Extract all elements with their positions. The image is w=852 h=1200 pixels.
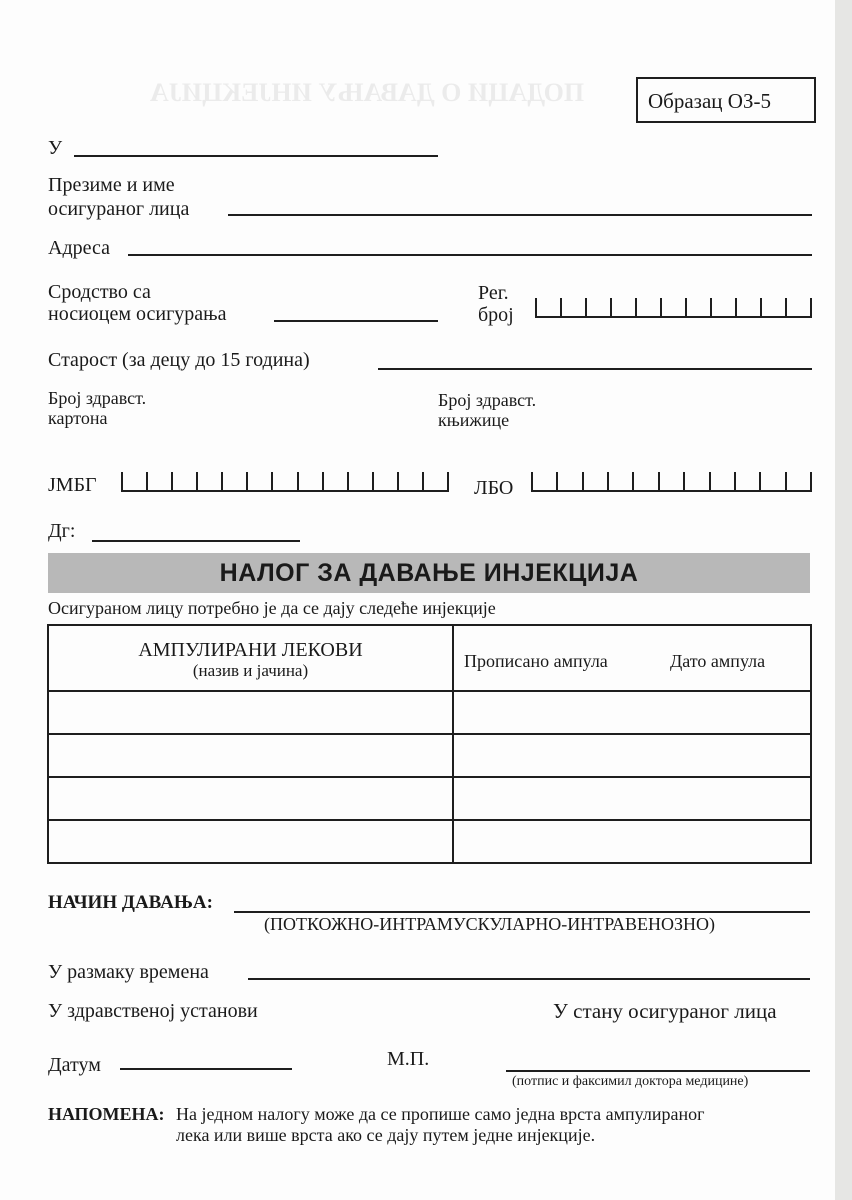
section-title: НАЛОГ ЗА ДАВАЊЕ ИНЈЕКЦИЈА [219, 559, 639, 587]
digit-box-divider [710, 298, 712, 316]
digit-box-divider [246, 472, 248, 490]
digit-box-divider [556, 472, 558, 490]
digit-box-divider [560, 298, 562, 316]
health-book-label-line1: Број здравст. [438, 390, 537, 410]
digit-box-divider [785, 472, 787, 490]
method-label: НАЧИН ДАВАЊА: [48, 892, 213, 913]
signature-caption: (потпис и факсимил доктора медицине) [512, 1074, 749, 1089]
digit-box-divider [171, 472, 173, 490]
medicines-header: АМПУЛИРАНИ ЛЕКОВИ [138, 638, 363, 661]
digit-box-divider [582, 472, 584, 490]
digit-box-divider [709, 472, 711, 490]
digit-box-divider [610, 298, 612, 316]
ampoule-cell[interactable] [453, 777, 811, 820]
digit-box-divider [685, 298, 687, 316]
relation-label-line1: Сродство са [48, 281, 151, 303]
digit-box-divider [322, 472, 324, 490]
address-label: Адреса [48, 237, 110, 259]
name-label-line2: осигураног лица [48, 198, 190, 220]
name-label-line1: Презиме и име [48, 174, 175, 196]
given-ampoules-header: Дато ампула [670, 651, 766, 671]
ampoules-header-cell [453, 625, 811, 691]
digit-box-divider [735, 298, 737, 316]
digit-box-divider [658, 472, 660, 490]
digit-box-divider [635, 298, 637, 316]
relation-label-line2: носиоцем осигурања [48, 303, 227, 325]
medicines-subheader: (назив и јачина) [192, 660, 309, 680]
digit-box-divider [734, 472, 736, 490]
medicine-cell[interactable] [48, 691, 453, 734]
reg-no-label-line1: Рег. [478, 282, 509, 304]
digit-box-divider [422, 472, 424, 490]
digit-box-divider [297, 472, 299, 490]
medicine-cell[interactable] [48, 820, 453, 863]
date-label: Датум [48, 1054, 101, 1076]
name-field[interactable] [228, 214, 812, 216]
method-field[interactable] [234, 911, 810, 913]
digit-box-divider [196, 472, 198, 490]
reg-no-label-line2: број [478, 304, 514, 326]
ampoule-cell[interactable] [453, 734, 811, 777]
digit-box-divider [810, 298, 812, 316]
method-options: (ПОТКОЖНО-ИНТРАМУСКУЛАРНО-ИНТРАВЕНОЗНО) [264, 914, 715, 934]
digit-box-divider [810, 472, 812, 490]
section-intro: Осигураном лицу потребно је да се дају следеће инјекције [48, 598, 496, 618]
to-label: У [48, 137, 63, 159]
address-field[interactable] [128, 254, 812, 256]
ampoule-cell[interactable] [453, 691, 811, 734]
paper-edge [835, 0, 852, 1200]
form-code-box [636, 77, 816, 123]
note-line1: На једном налогу може да се пропише само једна врста ампулираног [176, 1104, 705, 1124]
table-row [48, 691, 811, 734]
digit-box-divider [146, 472, 148, 490]
diagnosis-label: Дг: [48, 520, 76, 542]
medicines-header-cell [48, 625, 453, 691]
digit-box-divider [683, 472, 685, 490]
digit-box-divider [347, 472, 349, 490]
digit-box-divider [372, 472, 374, 490]
table-row [48, 777, 811, 820]
jmbg-boxes[interactable] [121, 472, 449, 492]
at-home-option[interactable]: У стану осигураног лица [553, 999, 777, 1023]
date-field[interactable] [120, 1068, 292, 1070]
reverse-side-bleed: ПОДАЦИ О ДАВАЊУ ИНЈЕКЦИЈА [150, 78, 585, 107]
relation-field[interactable] [274, 320, 438, 322]
diagnosis-field[interactable] [92, 540, 300, 542]
health-card-label-line2: картона [48, 408, 108, 428]
signature-field[interactable] [506, 1070, 810, 1072]
digit-box-divider [397, 472, 399, 490]
interval-label: У размаку времена [48, 961, 209, 983]
health-book-label-line2: књижице [438, 410, 510, 430]
note-label: НАПОМЕНА: [48, 1104, 165, 1124]
digit-box-divider [607, 472, 609, 490]
table-row [48, 820, 811, 863]
digit-box-divider [632, 472, 634, 490]
table-header-row [48, 625, 811, 691]
jmbg-label: ЈМБГ [48, 474, 97, 496]
lbo-label: ЛБО [474, 477, 514, 499]
health-card-label-line1: Број здравст. [48, 388, 147, 408]
medicine-cell[interactable] [48, 777, 453, 820]
reg-no-boxes[interactable] [535, 298, 812, 318]
to-field[interactable] [74, 155, 438, 157]
stamp-label: М.П. [387, 1048, 430, 1070]
digit-box-divider [271, 472, 273, 490]
age-label: Старост (за децу до 15 година) [48, 349, 310, 371]
digit-box-divider [447, 472, 449, 490]
table-row [48, 734, 811, 777]
form-code: Образац ОЗ-5 [648, 89, 771, 113]
lbo-boxes[interactable] [531, 472, 812, 492]
digit-box-divider [585, 298, 587, 316]
digit-box-divider [760, 298, 762, 316]
note-line2: лека или више врста ако се дају путем једне инјекције. [176, 1125, 596, 1145]
at-facility-option[interactable]: У здравственој установи [48, 1000, 258, 1022]
digit-box-divider [221, 472, 223, 490]
prescribed-ampoules-header: Прописано ампула [464, 651, 608, 671]
age-field[interactable] [378, 368, 812, 370]
digit-box-divider [660, 298, 662, 316]
medicine-cell[interactable] [48, 734, 453, 777]
injections-table [47, 624, 812, 864]
ampoule-cell[interactable] [453, 820, 811, 863]
digit-box-divider [759, 472, 761, 490]
interval-field[interactable] [248, 978, 810, 980]
digit-box-divider [785, 298, 787, 316]
